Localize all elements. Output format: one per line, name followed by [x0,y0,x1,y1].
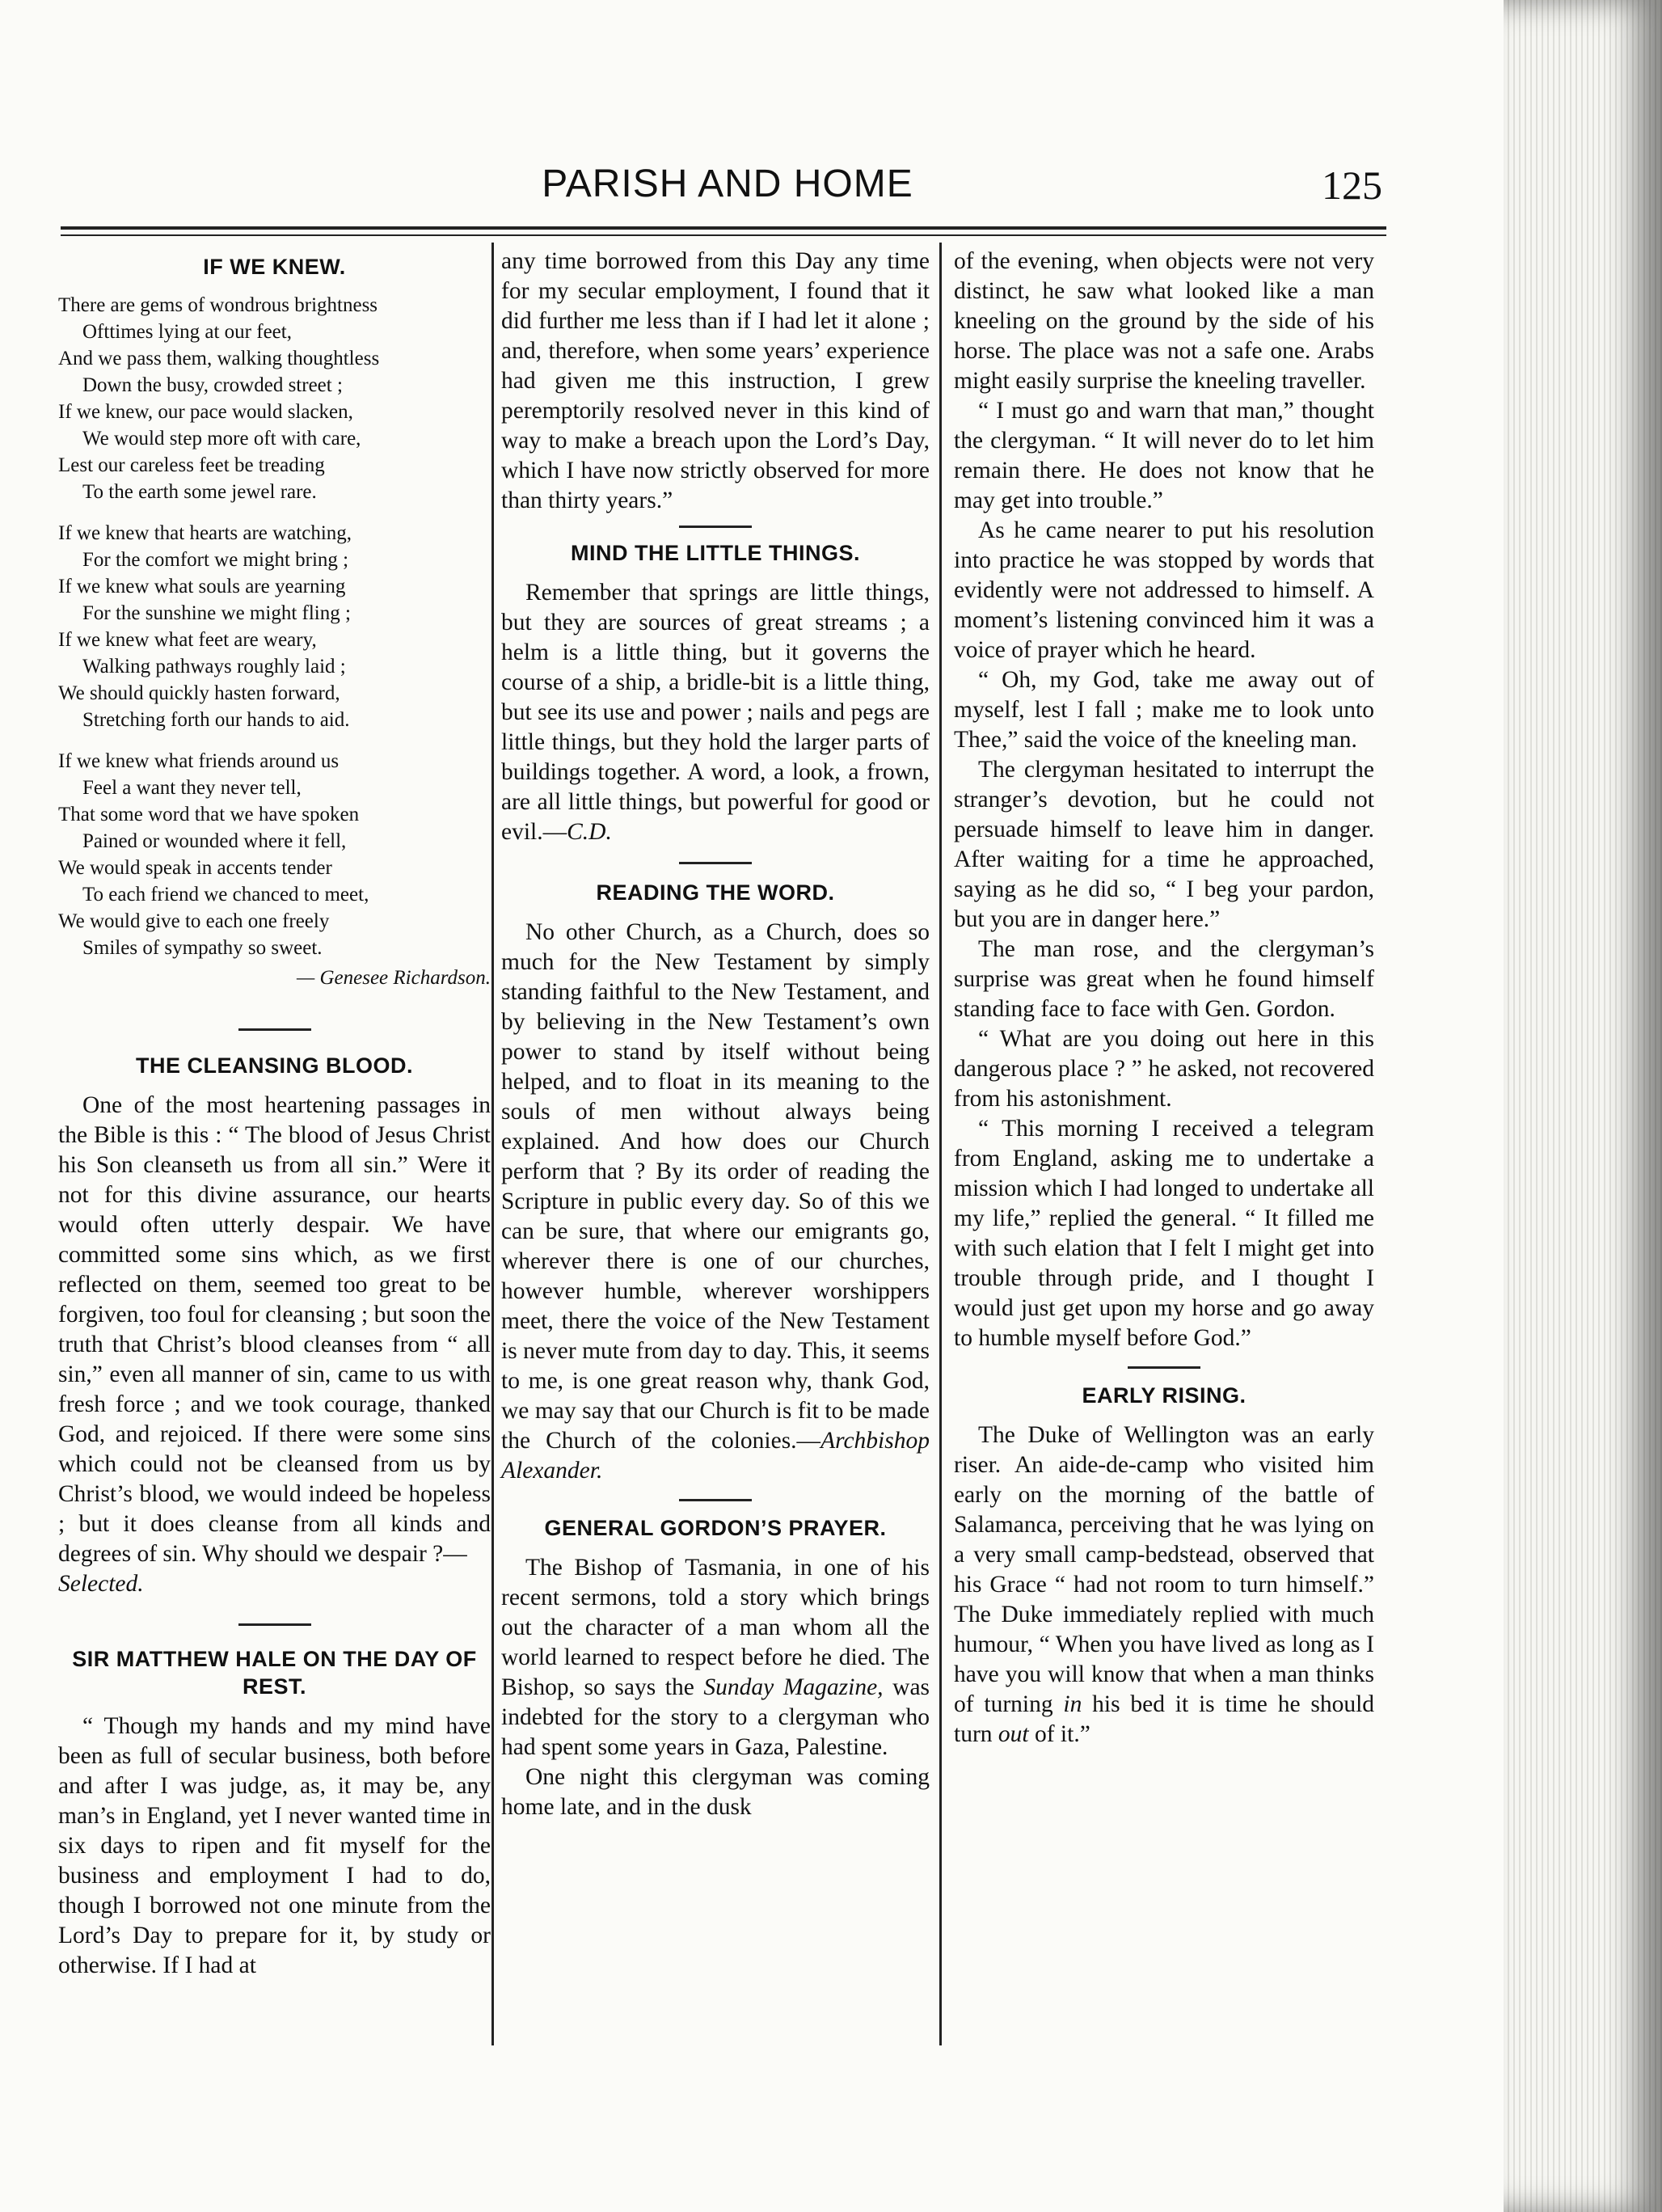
poem-line: We should quickly hasten forward, [58,682,340,704]
poem-title: IF WE KNEW. [203,255,346,279]
article-text: his bed it is time he should turn [954,1691,1375,1747]
article-text: No other Church, as a Church, does so much for the New Testament by simply standing faithful to the New Testament, and by believing in the New Testament’s own power to stand by itself without being helped, and to float in its meaning to the souls of men without always being explained. And how does our Church perform that ? By its order of reading the Scripture in public every day. So of this we can be sure, that where our emigrants go, wherever there is one of our churches, however humble, wherever worshippers meet, there the voice of the New Testament is never mute from day to day. This, it seems to me, is one great reason why, thank God, we may say that our Church is fit to be made the Church of the colonies.— [501,919,930,1454]
poem-line: Walking pathways roughly laid ; [82,656,346,678]
poem-line: If we knew that hearts are watching, [58,522,352,544]
poem-line: Lest our careless feet be treading [58,454,325,476]
poem-stanza [58,748,491,961]
poem-line: If we knew what friends around us [58,750,340,772]
article-body-gordon-prayer [501,1553,930,1762]
poem-line: To the earth some jewel rare. [82,481,317,503]
poem-line: Down the busy, crowded street ; [82,374,343,396]
poem-line: For the comfort we might bring ; [82,549,349,571]
periodical-title: PARISH AND HOME [542,163,913,205]
article-text: was indebted for the story to a clergyman who had spent some years in Gaza, Palestine. [501,1674,930,1760]
column-middle [501,247,930,1822]
header-rule-top [61,226,1386,230]
gordon-paragraph: of the evening, when objects were not very distinct, he saw what looked like a man kneeling on the ground by the side of his horse. The place was not a safe one. Arabs might easily surprise the kneeling traveller. [954,248,1374,394]
emphasis-in: in [1063,1691,1082,1717]
column-right [954,247,1374,1750]
section-separator [1128,1366,1200,1369]
gordon-paragraph: “ This morning I received a telegram from England, asking me to undertake a mission which I had longed to undertake all my life,” replied the general. “ It filled me with such elation that I felt I might get into trouble through pride, and I thought I would just get upon my horse and go away to humble myself before God.” [954,1116,1374,1351]
poem-line: Ofttimes lying at our feet, [82,321,292,343]
article-body-little-things [501,578,930,847]
gordon-paragraph: “ I must go and warn that man,” thought the clergyman. “ It will never do to let him remain there. He does not know that he may get into trouble.” [954,398,1374,513]
poem-line: Stretching forth our hands to aid. [82,709,350,731]
gordon-paragraph: The clergyman hesitated to interrupt the stranger’s devotion, but he could not persuade himself to leave him in danger. After waiting for a time he approached, saying as he did so, “ I beg your pardon, but you are in danger here.” [954,757,1374,932]
header-rule-bottom [61,234,1386,236]
poem-line: There are gems of wondrous brightness [58,294,378,316]
article-title-little-things: MIND THE LITTLE THINGS. [571,541,860,565]
article-text: Remember that springs are little things, but they are sources of great streams ; a helm is a little thing, but it governs the course of a ship, a bridle-bit is a little thing, but see its use and power ; nails and pegs are little things, but they hold the larger parts of buildings together. A word, a look, a frown, are all little things, but powerful for good or evil.— [501,580,930,845]
article-credit: Archbishop Alexander. [501,1428,930,1484]
section-separator [679,526,752,528]
poem-line: To each friend we chanced to meet, [82,884,369,905]
column-divider-2 [939,243,942,2045]
article-body-gordon-prayer-p2: One night this clergyman was coming home late, and in the dusk [501,1764,930,1820]
article-text: of it.” [1034,1721,1090,1747]
poem-stanza [58,292,491,505]
poem-line: If we knew what feet are weary, [58,629,317,651]
poem-line: If we knew, our pace would slacken, [58,401,353,423]
article-body-matthew-hale-cont: any time borrowed from this Day any time for my secular employment, I found that it did further me less than if I had let it alone ; and, therefore, when some years’ experience had given me this instruction, I grew peremptorily resolved never in this kind of way to make a breach upon the Lord’s Day, which I have now strictly observed for more than thirty years.” [501,248,930,513]
poem-stanza [58,520,491,733]
article-body-reading-word [501,918,930,1486]
gordon-paragraph: “ Oh, my God, take me away out of myself, lest I fall ; make me to look unto Thee,” said the voice of the kneeling man. [954,667,1374,753]
section-separator [679,862,752,864]
article-credit: C.D. [567,819,612,845]
page-number: 125 [1322,163,1382,208]
article-body-cleansing-blood [58,1091,491,1599]
article-title-gordon-prayer: GENERAL GORDON’S PRAYER. [544,1516,887,1540]
poem-line: We would give to each one freely [58,910,330,932]
gordon-paragraph: “ What are you doing out here in this dangerous place ? ” he asked, not recovered from his astonishment. [954,1026,1374,1112]
column-divider-1 [491,243,494,2045]
article-title-cleansing-blood: THE CLEANSING BLOOD. [135,1053,413,1078]
article-text: One of the most heartening passages in the Bible is this : “ The blood of Jesus Christ his Son cleanseth us from all sin.” Were it not for this divine assurance, our hearts would often utterly despair. We have committed some sins which, as we first reflected on them, seemed too great to be forgiven, too foul for cleansing ; but soon the truth that Christ’s blood cleanses from “ all sin,” even all manner of sin, came to us with fresh force ; and we took courage, thanked God, and rejoiced. If there were some sins which could not be cleansed from us by Christ’s blood, we would indeed be hopeless ; but it does cleanse from all kinds and degrees of sin. Why should we despair ?— [58,1092,491,1567]
article-body-early-rising [954,1420,1374,1750]
emphasis-out: out [998,1721,1029,1747]
magazine-title: Sunday Magazine, [703,1674,884,1700]
section-separator [238,1028,311,1031]
poem-line: Pained or wounded where it fell, [82,830,347,852]
poem-credit: — Genesee Richardson. [297,967,491,989]
article-title-early-rising: EARLY RISING. [1082,1383,1246,1408]
column-left [58,247,491,1981]
gordon-paragraph: As he came nearer to put his resolution into practice he was stopped by words that evidently were not addressed to himself. A moment’s listening convinced him it was a voice of prayer which he heard. [954,517,1374,663]
poem-if-we-knew [58,292,491,991]
running-header [65,162,1390,218]
article-credit: Selected. [58,1571,144,1597]
poem-line: Feel a want they never tell, [82,777,302,799]
article-text: The Bishop of Tasmania, in one of his recent sermons, told a story which brings out the character of a man whom all the world learned to respect before he died. The Bishop, so says the [501,1555,930,1700]
poem-line: And we pass them, walking thoughtless [58,348,380,369]
article-title-matthew-hale: SIR MATTHEW HALE ON THE DAY OF REST. [72,1647,477,1699]
poem-line: We would step more oft with care, [82,428,361,450]
poem-line: Smiles of sympathy so sweet. [82,937,323,959]
book-page-edges [1504,0,1662,2212]
article-title-reading-word: READING THE WORD. [596,880,835,905]
section-separator [238,1623,311,1626]
article-body-matthew-hale: “ Though my hands and my mind have been as full of secular business, both before and after I was judge, as, it may be, any man’s in England, yet I never wanted time in six days to ripen and fit myself for the business and employment I had to do, though I borrowed not one minute from the Lord’s Day to prepare for it, by study or otherwise. If I had at [58,1713,491,1978]
poem-line: If we knew what souls are yearning [58,576,346,597]
poem-line: We would speak in accents tender [58,857,332,879]
poem-line: For the sunshine we might fling ; [82,602,351,624]
article-text: The Duke of Wellington was an early riser. An aide-de-camp who visited him early on the morning of the battle of Salamanca, perceiving that he was lying on a very small camp-bedstead, observed that his Grace “ had not room to turn himself.” The Duke immediately replied with much humour, “ When you have lived as long as I have you will know that when a man thinks of turning [954,1422,1374,1717]
poem-line: That some word that we have spoken [58,804,360,825]
gordon-paragraph: The man rose, and the clergyman’s surprise was great when he found himself standing face to face with Gen. Gordon. [954,936,1374,1022]
section-separator [679,1499,752,1501]
